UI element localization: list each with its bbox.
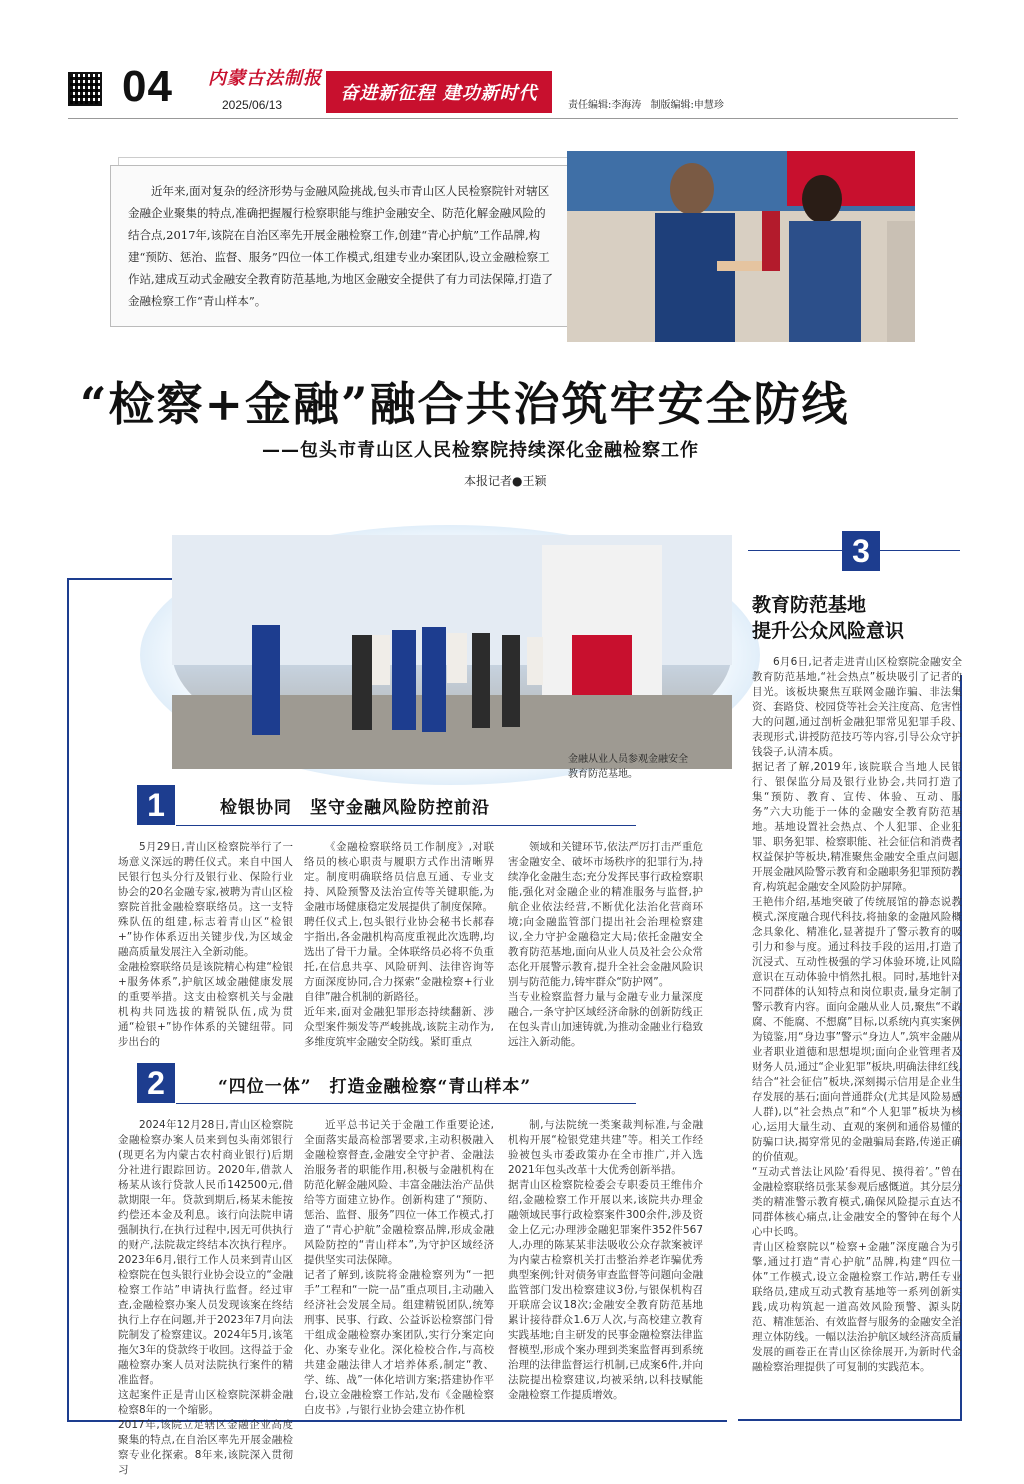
byline: 本报记者●王颖: [464, 474, 547, 488]
section-1-column-3: [508, 840, 703, 1135]
article-title: “检察+金融”融合共治筑牢安全防线: [80, 377, 850, 431]
section-1-rule: [176, 825, 636, 826]
education-base-photo: [172, 535, 732, 769]
qr-code: [68, 72, 102, 106]
intro-text: 近年来,面对复杂的经济形势与金融风险挑战,包头市青山区人民检察院针对辖区金融企业聚集的特点,准确把握履行检察职能与维护金融安全、防范化解金融风险的结合点,2017年,该院在自治区率先开展金融检察工作,创建“青心护航”工作品牌,构建“预防、惩治、监督、服务”四位一体工作模式,组建专业办案团队,设立金融检察工作站,建成互动式金融安全教育防范基地,为地区金融安全提供了有力司法保障,打造了金融检察工作“青山样本”。: [128, 184, 553, 308]
paragraph: 领域和关键环节,依法严厉打击严重危害金融安全、破坏市场秩序的犯罪行为,持续净化金融生态;充分发挥民事行政检察职能,强化对金融企业的精准服务与监督,护航企业依法经营,不断优化法治化营商环境;向金融监管部门提出社会治理检察建议,全力守护金融稳定大局;依托金融安全教育防范基地,面向从业人员及社会公众常态化开展警示教育,提升全社会金融风险识别与防范能力,铸牢群众“防护网”。 当专业检察监督力量与金融专业力量深度融合,一条守护区域经济命脉的创新防线正在包头青山加速铸就,为推动金融业行稳致远注入新动能。: [508, 841, 703, 1048]
paragraph: 6月6日,记者走进青山区检察院金融安全教育防范基地,“社会热点”板块吸引了记者的目光。该板块聚焦互联网金融诈骗、非法集资、套路贷、校园贷等社会关注度高、危害性大的问题,通过剖析金融犯罪常见犯罪手段、表现形式,讲授防范技巧等内容,引导公众守护钱袋子,认清本质。 据记者了解,2019年,该院联合当地人民银行、银保监分局及银行业协会,共同打造了集“预防、教育、宣传、体验、互动、服务”六大功能于一体的金融安全教育防范基地。基地设置社会热点、个人犯罪、企业犯罪、职务犯罪、检察职能、社会征信和消费者权益保护等板块,精准聚焦金融安全重点问题,开展金融风险警示教育和金融职务犯罪预防教育,构筑起金融安全风险防护屏障。 王艳伟介绍,基地突破了传统展馆的静态说教模式,深度融合现代科技,将抽象的金融风险概念具象化、精准化,显著提升了警示教育的吸引力和参与度。通过科技手段的运用,打造了沉浸式、互动性极强的学习体验环境,让风险意识在互动体验中悄然扎根。同时,基地针对不同群体的认知特点和岗位职责,量身定制了警示教育内容。面向金融从业人员,聚焦“不敢腐、不能腐、不想腐”目标,以系统内真实案例为镜鉴,用“身边事”警示“身边人”,筑牢金融从业者职业道德和思想堤坝;面向企业管理者及财务人员,通过“企业犯罪”板块,明确法律红线,结合“社会征信”板块,深刻揭示信用是企业生存发展的基石;面向普通群众(尤其是风险易感人群),以“社会热点”和“个人犯罪”板块为核心,运用大量生动、直观的案例和通俗易懂的防骗口诀,揭穿常见的金融骗局套路,传递正确的价值观。 “互动式普法让风险‘看得见、摸得着’。”曾在金融检察联络员张某参观后感慨道。其分层分类的精准警示教育模式,确保风险提示直达不同群体核心痛点,让金融安全的警钟在每个人心中长鸣。 青山区检察院以“检察+金融”深度融合为引擎,通过打造“青心护航”品牌,构建“四位一体”工作模式,设立金融检察工作站,聘任专业联络员,建成互动式教育基地等一系列创新实践,成功构筑起一道高效风险预警、源头防范、精准惩治、有效监督与服务的金融安全治理立体防线。一幅以法治护航区域经济高质量发展的画卷正在青山区徐徐展开,为新时代金融检察治理提供了可复制的实践范本。: [752, 656, 962, 1373]
header-divider: [68, 118, 958, 119]
section-3-column: [752, 655, 962, 1415]
section-2-column-3: [508, 1118, 703, 1408]
theme-banner: 奋进新征程 建功新时代: [326, 71, 552, 113]
section-1-heading: 检银协同 坚守金融风险防控前沿: [220, 798, 490, 818]
section-2-column-2: [304, 1118, 494, 1416]
photo-caption: 金融从业人员参观金融安全教育防范基地。: [568, 754, 688, 780]
paragraph: 2024年12月28日,青山区检察院金融检察办案人员来到包头南郊银行(现更名为内蒙古农村商业银行)后期分社进行跟踪回访。2020年,借款人杨某从该行贷款人民币142500元,借款期限一年。贷款到期后,杨某未能按约偿还本金及利息。该行向法院申请强制执行,在执行过程中,因无可供执行的财产,法院裁定终结本次执行程序。2023年6月,银行工作人员来到青山区检察院在包头银行业协会设立的“金融检察工作站”申请执行监督。经过审查,金融检察办案人员发现该案在终结执行上存在问题,并于2023年7月向法院制发了检察建议。2024年5月,该笔拖欠3年的贷款终于收回。这得益于金融检察办案人员对法院执行案件的精准监督。 这起案件正是青山区检察院深耕金融检察8年的一个缩影。 2017年,该院立足辖区金融企业高度聚集的特点,在自治区率先开展金融检察专业化探索。8年来,该院深入贯彻习: [118, 1119, 293, 1476]
editor-credits: [568, 96, 730, 111]
paragraph: 《金融检察联络员工作制度》,对联络员的核心职责与履职方式作出清晰界定。制度明确联络员信息互通、专业支持、风险预警及法治宣传等关键职能,为金融市场健康稳定发展提供了制度保障。 聘任仪式上,包头银行业协会秘书长郝春宇指出,各金融机构高度重视此次选聘,均选出了骨干力量。全体联络员必将不负重托,在信息共享、风险研判、法律咨询等方面深度协同,合力探索“金融检察+行业自律”融合机制的新路径。 近年来,面对金融犯罪形态持续翻新、涉众型案件频发等严峻挑战,该院主动作为,多维度筑牢金融安全防线。紧盯重点: [304, 841, 494, 1048]
designer: 制版编辑:申慧珍: [650, 100, 724, 111]
paragraph: 制,与法院统一类案裁判标准,与金融机构开展“检银党建共建”等。相关工作经验被包头市委政策办在全市推广,并入选2021年包头改革十大优秀创新举措。 据青山区检察院检委会专职委员王维伟介绍,金融检察工作开展以来,该院共办理金融领域民事行政检察案件300余件,涉及资金上亿元;办理涉金融犯罪案件352件567人,办理的陈某某非法吸收公众存款案被评为内蒙古检察机关打击整治养老诈骗优秀典型案例;针对债务审查监督等问题向金融监管部门发出检察建议3份,与银保机构召开联席会议18次;金融安全教育防范基地累计接待群众1.6万人次,与高校建立教育实践基地;自主研发的民事金融检察法律监督模型,形成个案办理到类案监督再到系统治理的法律监督运行机制,已成案6件,并向法院提出检察建议,均被采纳,以科技赋能金融检察工作提质增效。: [508, 1119, 703, 1401]
award-ceremony-photo: [567, 151, 915, 342]
article-subtitle: ——包头市青山区人民检察院持续深化金融检察工作: [262, 440, 699, 461]
editor: 责任编辑:李海涛: [568, 100, 642, 111]
section-3-heading: 教育防范基地 提升公众风险意识: [752, 594, 905, 642]
issue-date: 2025/06/13: [222, 98, 283, 112]
section-3-number: 3: [842, 531, 880, 571]
paragraph: 5月29日,青山区检察院举行了一场意义深远的聘任仪式。来自中国人民银行包头分行及银行业、保险行业协会的20名金融专家,被聘为青山区检察院首批金融检察联络员。这一支特殊队伍的组建,标志着青山区“检银+”协作体系迈出关键步伐,为区域金融高质量发展注入全新动能。 金融检察联络员是该院精心构建“检银+服务体系”,护航区域金融健康发展的重要举措。这支由检察机关与金融机构共同选拔的精锐队伍,成为贯通“检银+”协作体系的关键纽带。同步出台的: [118, 841, 293, 1048]
section-2-column-1: [118, 1118, 293, 1476]
section-2-rule: [176, 1103, 636, 1104]
paragraph: 近平总书记关于金融工作重要论述,全面落实最高检部署要求,主动积极融入金融检察督查,金融安全守护者、金融法治服务者的职能作用,积极与金融机构在防范化解金融风险、丰富金融法治产品供给等方面建立协作。创新构建了“预防、惩治、监督、服务”四位一体工作模式,打造了“青心护航”金融检察品牌,形成金融风险防控的“青山样本”,为守护区域经济提供坚实司法保障。 记者了解到,该院将金融检察列为“一把手”工程和“一院一品”重点项目,主动融入经济社会发展全局。组建精锐团队,统筹刑事、民事、行政、公益诉讼检察部门骨干组成金融检察办案团队,实行分案定向化、办案专业化。深化检校合作,与高校共建金融法律人才培养体系,制定“教、学、练、战”一体化培训方案;搭建协作平台,设立金融检察工作站,发布《金融检察白皮书》,与银行业协会建立协作机: [304, 1119, 494, 1416]
section-1-number: 1: [137, 785, 175, 825]
newspaper-logo: 内蒙古法制报: [208, 68, 322, 89]
section-2-heading: “四位一体” 打造金融检察“青山样本”: [218, 1077, 532, 1097]
section-2-number: 2: [137, 1063, 175, 1103]
page-number: 04: [122, 62, 173, 111]
